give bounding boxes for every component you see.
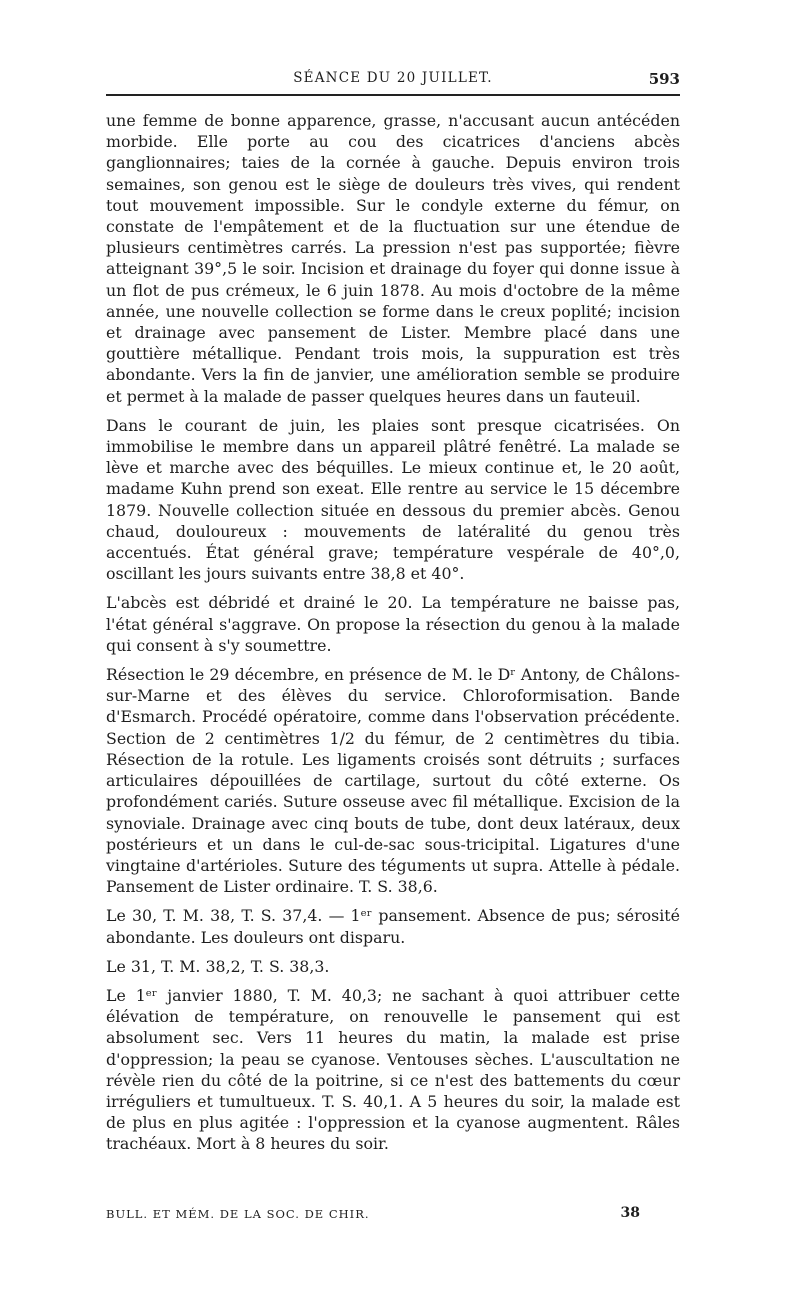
- page-body: [106, 110, 680, 1155]
- paragraph-4: Résection le 29 décembre, en présence de M. le Dʳ Antony, de Châlons-sur-Marne et des élèves du service. Chloroformisation. Bande d'Esmarch. Procédé opératoire, comme dans l'observation précédente. Section de 2 centimètres 1/2 du fémur, de 2 centimètres du tibia. Résection de la rotule. Les ligaments croisés sont détruits ; surfaces articulaires dépouillées de cartilage, surtout du côté externe. Os profondément cariés. Suture osseuse avec fil métallique. Excision de la synoviale. Drainage avec cinq bouts de tube, dont deux latéraux, deux postérieurs et un dans le cul-de-sac sous-tricipital. Ligatures d'une vingtaine d'artérioles. Suture des téguments ut supra. Attelle à pédale. Pansement de Lister ordinaire. T. S. 38,6.: [106, 665, 680, 897]
- paragraph-7: Le 1ᵉʳ janvier 1880, T. M. 40,3; ne sachant à quoi attribuer cette élévation de température, on renouvelle le pansement qui est absolument sec. Vers 11 heures du matin, la malade est prise d'oppression; la peau se cyanose. Ventouses sèches. L'auscultation ne révèle rien du côté de la poitrine, si ce n'est des battements du cœur irréguliers et tumultueux. T. S. 40,1. A 5 heures du soir, la malade est de plus en plus agitée : l'oppression et la cyanose augmentent. Râles trachéaux. Mort à 8 heures du soir.: [106, 985, 680, 1154]
- book-page: [106, 64, 680, 1264]
- page-header: [106, 64, 680, 92]
- running-title: SÉANCE DU 20 JUILLET.: [293, 70, 493, 86]
- header-rule: [106, 94, 680, 96]
- journal-title: BULL. ET MÉM. DE LA SOC. DE CHIR.: [106, 1207, 370, 1221]
- paragraph-3: L'abcès est débridé et drainé le 20. La température ne baisse pas, l'état général s'aggrave. On propose la résection du genou à la malade qui consent à s'y soumettre.: [106, 593, 680, 655]
- paragraph-2: Dans le courant de juin, les plaies sont presque cicatrisées. On immobilise le membre dans un appareil plâtré fenêtré. La malade se lève et marche avec des béquilles. Le mieux continue et, le 20 août, madame Kuhn prend son exeat. Elle rentre au service le 15 décembre 1879. Nouvelle collection située en dessous du premier abcès. Genou chaud, douloureux : mouvements de latéralité du genou très accentués. État général grave; température vespérale de 40°,0, oscillant les jours suivants entre 38,8 et 40°.: [106, 415, 680, 584]
- signature-mark: 38: [620, 1205, 640, 1221]
- page-footer: [106, 1207, 680, 1227]
- page-number: 593: [648, 70, 680, 88]
- paragraph-5: Le 30, T. M. 38, T. S. 37,4. — 1ᵉʳ pansement. Absence de pus; sérosité abondante. Les douleurs ont disparu.: [106, 906, 680, 947]
- paragraph-1: une femme de bonne apparence, grasse, n'accusant aucun antécéden morbide. Elle porte au cou des cicatrices d'anciens abcès ganglionnaires; taies de la cornée à gauche. Depuis environ trois semaines, son genou est le siège de douleurs très vives, qui rendent tout mouvement impossible. Sur le condyle externe du fémur, on constate de l'empâtement et de la fluctuation sur une étendue de plusieurs centimètres carrés. La pression n'est pas supportée; fièvre atteignant 39°,5 le soir. Incision et drainage du foyer qui donne issue à un flot de pus crémeux, le 6 juin 1878. Au mois d'octobre de la même année, une nouvelle collection se forme dans le creux poplité; incision et drainage avec pansement de Lister. Membre placé dans une gouttière métallique. Pendant trois mois, la suppuration est très abondante. Vers la fin de janvier, une amélioration semble se produire et permet à la malade de passer quelques heures dans un fauteuil.: [106, 111, 680, 406]
- paragraph-6: Le 31, T. M. 38,2, T. S. 38,3.: [106, 956, 330, 976]
